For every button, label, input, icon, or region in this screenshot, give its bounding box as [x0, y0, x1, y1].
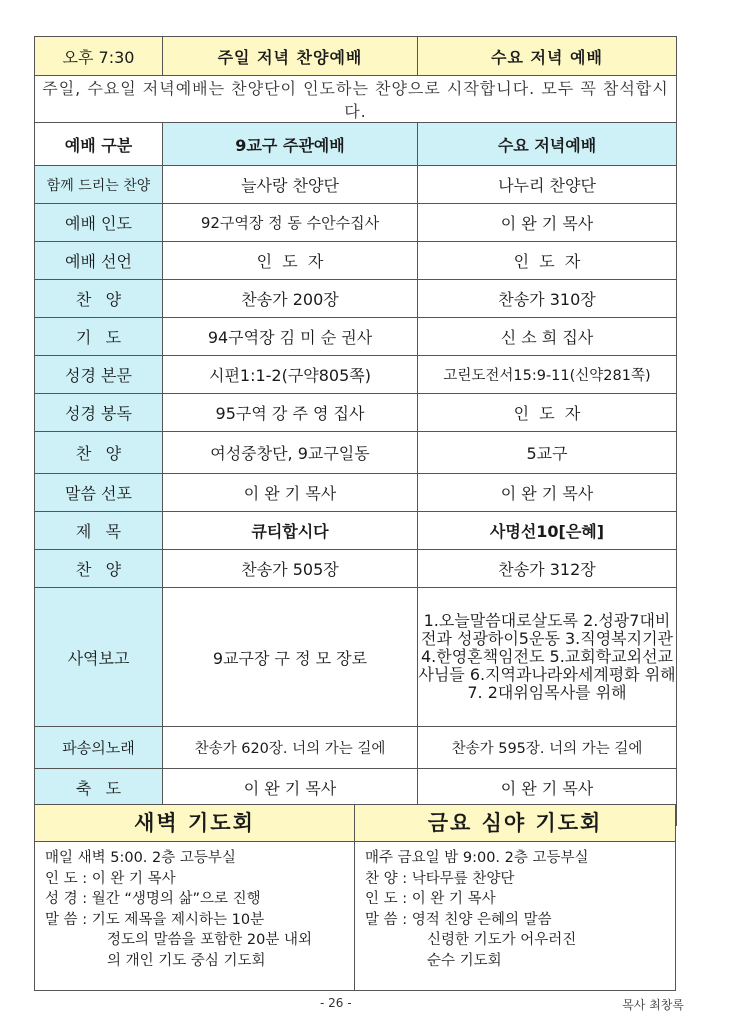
dawn-prayer-title: 새벽 기도회 [35, 805, 354, 842]
category-header: 예배 구분 [35, 123, 163, 166]
table-row [35, 166, 677, 204]
page-number: - 26 - [320, 996, 352, 1010]
wednesday-evening-title: 수요 저녁 예배 [418, 37, 677, 76]
table-row [35, 280, 677, 318]
wednesday-cell: 신 소 희 집사 [418, 318, 677, 356]
sunday-cell: 92구역장 정 동 수안수집사 [163, 204, 418, 242]
sunday-cell: 이 완 기 목사 [163, 474, 418, 512]
wednesday-cell: 찬송가 595장. 너의 가는 길에 [418, 727, 677, 769]
sunday-cell: 95구역 강 주 영 집사 [163, 394, 418, 432]
sunday-cell: 시편1:1-2(구약805쪽) [163, 356, 418, 394]
row-label: 제목 [35, 512, 163, 550]
row-label: 파송의노래 [35, 727, 163, 769]
table-row [35, 432, 677, 474]
row-label: 찬양 [35, 432, 163, 474]
list-item: 신령한 기도가 어우러진 [427, 932, 577, 948]
sunday-cell: 늘사랑 찬양단 [163, 166, 418, 204]
row-label: 성경 봉독 [35, 394, 163, 432]
wednesday-cell: 인 도 자 [418, 394, 677, 432]
wednesday-cell: 찬송가 312장 [418, 550, 677, 588]
friday-prayer-title: 금요 심야 기도회 [355, 805, 675, 842]
row-label: 함께 드리는 찬양 [35, 166, 163, 204]
friday-prayer-box [355, 805, 675, 990]
wednesday-cell: 5교구 [418, 432, 677, 474]
row-label: 기도 [35, 318, 163, 356]
prayer-meetings [34, 804, 676, 991]
header-row [35, 37, 677, 76]
ministry-report-row [35, 588, 677, 727]
sunday-cell: 찬송가 620장. 너의 가는 길에 [163, 727, 418, 769]
row-label: 찬양 [35, 280, 163, 318]
list-item: 매주 금요일 밤 9:00. 2층 고등부실 [365, 850, 589, 866]
worship-schedule [34, 36, 676, 826]
wednesday-sermon-title: 사명선10[은혜] [418, 512, 677, 550]
service-time: 오후 7:30 [35, 37, 163, 76]
schedule-table [34, 36, 677, 826]
list-item: 매일 새벽 5:00. 2층 고등부실 [45, 850, 236, 866]
sunday-cell: 여성중창단, 9교구일동 [163, 432, 418, 474]
table-row [35, 356, 677, 394]
wednesday-cell: 이 완 기 목사 [418, 204, 677, 242]
table-row [35, 550, 677, 588]
table-row [35, 474, 677, 512]
table-row [35, 727, 677, 769]
sunday-cell: 9교구장 구 정 모 장로 [163, 588, 418, 727]
sunday-sermon-title: 큐티합시다 [163, 512, 418, 550]
row-label: 축도 [35, 769, 163, 807]
list-item: 말 씀 : 기도 제목을 제시하는 10분 [45, 911, 265, 928]
author-signature: 목사 최창록 [622, 998, 684, 1012]
wednesday-cell: 인 도 자 [418, 242, 677, 280]
attendance-note: 주일, 수요일 저녁예배는 찬양단이 인도하는 찬양으로 시작합니다. 모두 꼭 참석합시다. [35, 76, 677, 123]
sunday-cell: 찬송가 200장 [163, 280, 418, 318]
wednesday-cell: 이 완 기 목사 [418, 474, 677, 512]
list-item: 성 경 : 월간 “생명의 삶”으로 진행 [45, 891, 261, 907]
prayer-topics: 1.오늘말씀대로살도록 2.성광7대비전과 성광하이5운동 3.직영복지기관 4.한영혼책임전도 5.교회학교외선교사님들 6.지역과나라와세계평화 위해 7. 2대위임목사를 위해 [418, 588, 677, 727]
table-row [35, 242, 677, 280]
list-item: 순수 기도회 [427, 952, 502, 969]
row-label: 사역보고 [35, 588, 163, 727]
row-label: 예배 인도 [35, 204, 163, 242]
wednesday-cell: 나누리 찬양단 [418, 166, 677, 204]
column-header-row [35, 123, 677, 166]
sunday-cell: 이 완 기 목사 [163, 769, 418, 807]
sunday-cell: 94구역장 김 미 순 권사 [163, 318, 418, 356]
table-row [35, 769, 677, 807]
list-item: 말 씀 : 영적 친양 은혜의 말씀 [365, 911, 552, 928]
sunday-cell: 찬송가 505장 [163, 550, 418, 588]
list-item: 찬 양 : 낙타무릎 찬양단 [365, 870, 515, 887]
wednesday-cell: 이 완 기 목사 [418, 769, 677, 807]
row-label: 예배 선언 [35, 242, 163, 280]
wednesday-column-header: 수요 저녁예배 [418, 123, 677, 166]
wednesday-cell: 고린도전서15:9-11(신약281쪽) [418, 356, 677, 394]
table-row [35, 512, 677, 550]
sunday-cell: 인 도 자 [163, 242, 418, 280]
dawn-prayer-details [35, 842, 354, 971]
sunday-column-header: 9교구 주관예배 [163, 123, 418, 166]
wednesday-cell: 찬송가 310장 [418, 280, 677, 318]
list-item: 의 개인 기도 중심 기도회 [107, 952, 266, 969]
dawn-prayer-box [35, 805, 355, 990]
list-item: 정도의 말씀을 포함한 20분 내외 [107, 932, 312, 948]
sunday-evening-title: 주일 저녁 찬양예배 [163, 37, 418, 76]
list-item: 인 도 : 이 완 기 목사 [365, 891, 496, 907]
row-label: 찬양 [35, 550, 163, 588]
list-item: 인 도 : 이 완 기 목사 [45, 870, 176, 887]
row-label: 성경 본문 [35, 356, 163, 394]
friday-prayer-details [355, 842, 675, 971]
row-label: 말씀 선포 [35, 474, 163, 512]
note-row [35, 76, 677, 123]
table-row [35, 318, 677, 356]
table-row [35, 394, 677, 432]
table-row [35, 204, 677, 242]
